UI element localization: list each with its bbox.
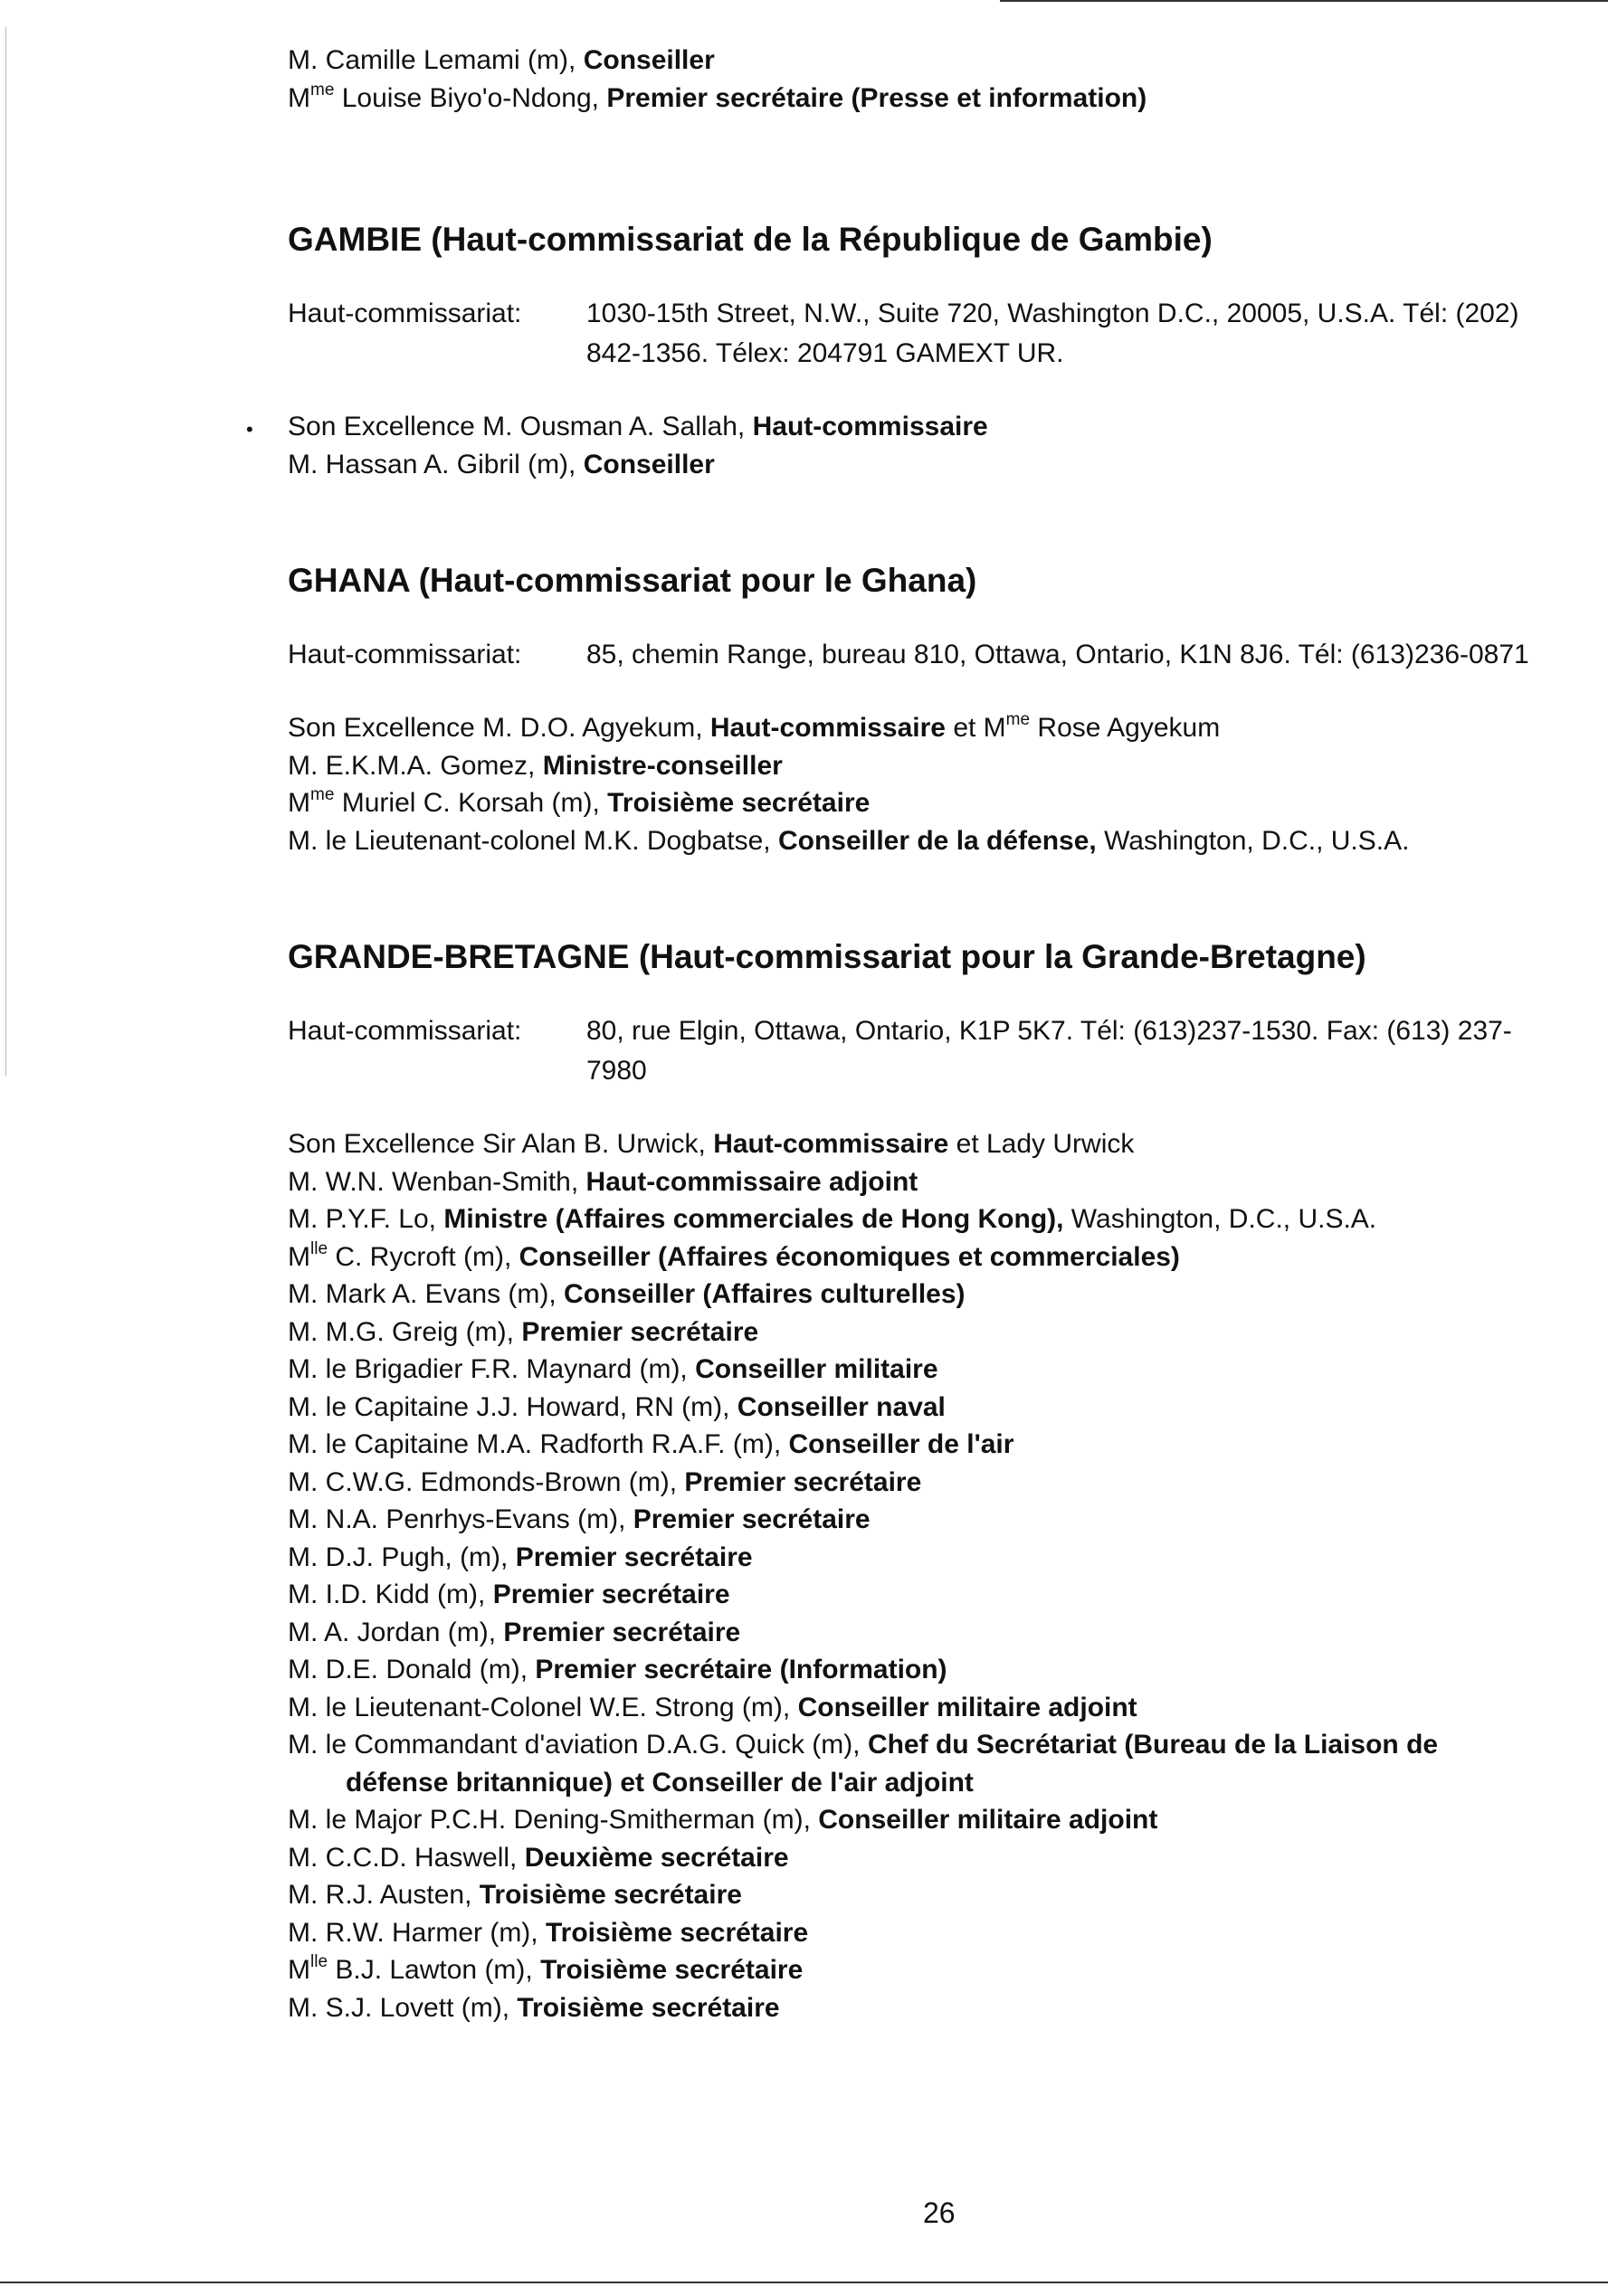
person-entry [288,822,1573,860]
section-heading: GHANA (Haut-commissariat pour le Ghana) [288,562,977,599]
person-note: et M [945,713,1006,743]
person-entry [288,709,1573,747]
person-title: Conseiller de l'air [788,1429,1014,1459]
person-name: M. W.N. Wenban-Smith, [288,1166,586,1197]
person-entry [288,446,1573,484]
person-entry [288,1389,1573,1427]
person-title: Ministre-conseiller [542,750,783,781]
person-entry [288,1539,1573,1577]
person-title: Conseiller militaire adjoint [818,1805,1158,1835]
person-name: M. R.J. Austen, [288,1880,480,1910]
stray-bullet-mark: • [246,418,253,441]
person-name: M. Hassan A. Gibril (m), [288,449,584,479]
person-note: et Lady Urwick [948,1129,1135,1159]
person-entry [288,1314,1573,1352]
person-name: M. C.C.D. Haswell, [288,1842,525,1873]
person-name: Louise Biyo'o-Ndong, [334,82,607,113]
person-entry [288,1614,1573,1652]
people-list [288,1125,1573,2026]
person-title: Troisième secrétaire [517,1992,780,2023]
document-content [288,42,1573,2026]
person-name: M. Mark A. Evans (m), [288,1279,565,1309]
person-name: Son Excellence M. Ousman A. Sallah, [288,412,753,441]
person-title: Conseiller naval [737,1391,946,1422]
person-entry [288,1426,1573,1464]
people-list [288,408,1573,483]
person-name: M. C.W.G. Edmonds-Brown (m), [288,1466,685,1497]
person-name: B.J. Lawton (m), [328,1955,541,1985]
person-title: Haut-commissaire adjoint [585,1166,918,1197]
address-label: Haut-commissariat: [288,299,522,328]
person-title: Premier secrétaire (Information) [535,1655,947,1684]
person-name: Son Excellence M. D.O. Agyekum, [288,713,710,743]
intro-people-list [288,42,1573,117]
address-block [288,635,1573,675]
person-title: Conseiller militaire adjoint [797,1692,1137,1722]
honorific-suffix: me [310,785,335,804]
person-entry [288,1876,1573,1914]
person-title: Haut-commissaire [709,713,946,743]
person-name: M. N.A. Penrhys-Evans (m), [288,1504,633,1534]
person-title: Premier secrétaire [492,1580,730,1609]
person-entry [288,1989,1573,2027]
address-text: 1030-15th Street, N.W., Suite 720, Washington D.C., 20005, U.S.A. Tél: (202) 842-1356. Télex: 204791 GAMEXT UR. [586,299,1519,368]
person-entry [288,1200,1573,1238]
person-entry [288,1576,1573,1614]
honorific-suffix: lle [310,1238,328,1258]
person-title: Chef du Secrétariat (Bureau de la Liaison de [867,1730,1439,1760]
person-title: Conseiller [583,449,715,479]
honorific-suffix: lle [310,1952,328,1971]
person-name: Muriel C. Korsah (m), [334,788,608,818]
person-title-continued [288,1764,1573,1802]
person-title: Conseiller [583,45,715,75]
person-note: Washington, D.C., U.S.A. [1096,825,1410,856]
person-entry [288,408,1573,446]
person-entry [288,1801,1573,1839]
person-title: défense britannique) et Conseiller de l'air adjoint [346,1767,974,1798]
person-name: M. A. Jordan (m), [288,1617,504,1647]
address-label: Haut-commissariat: [288,640,522,669]
person-title: Troisième secrétaire [545,1917,809,1948]
address-label: Haut-commissariat: [288,1016,522,1046]
person-title: Premier secrétaire [503,1617,741,1647]
person-entry [288,1351,1573,1389]
person-entry [288,1689,1573,1727]
person-entry [288,1651,1573,1689]
honorific: M [288,1241,310,1272]
person-title: Premier secrétaire [521,1316,759,1347]
person-name: M. R.W. Harmer (m), [288,1917,546,1948]
person-name: M. le Commandant d'aviation D.A.G. Quick (m), [288,1730,868,1760]
honorific-suffix: me [310,80,335,100]
address-block [288,294,1573,374]
person-name: Son Excellence Sir Alan B. Urwick, [288,1129,714,1159]
person-name: M. le Lieutenant-colonel M.K. Dogbatse, [288,825,778,856]
section-heading: GRANDE-BRETAGNE (Haut-commissariat pour la Grande-Bretagne) [288,938,1366,975]
person-name: M. M.G. Greig (m), [288,1316,522,1347]
honorific: M [288,788,310,818]
person-title: Conseiller (Affaires culturelles) [564,1279,966,1309]
person-name: M. le Capitaine M.A. Radforth R.A.F. (m), [288,1429,789,1459]
person-name: M. Camille Lemami (m), [288,45,584,75]
mission-section [288,218,1573,483]
person-entry [288,1839,1573,1877]
person-title: Premier secrétaire [633,1504,871,1534]
person-entry [288,1464,1573,1502]
person-entry [288,784,1573,822]
page-number: 26 [923,2196,956,2229]
person-entry [288,1726,1573,1764]
person-note: Rose Agyekum [1030,713,1221,743]
person-entry [288,1914,1573,1952]
person-title: Haut-commissaire [713,1129,949,1159]
person-name: M. D.J. Pugh, (m), [288,1542,516,1572]
person-entry [288,1125,1573,1163]
person-entry [288,1238,1573,1276]
top-rule [1000,0,1608,2]
person-name: M. E.K.M.A. Gomez, [288,750,543,781]
person-entry [288,1163,1573,1201]
person-entry [288,747,1573,785]
left-margin-mark [5,27,6,1077]
person-entry [288,42,1573,80]
person-entry [288,1501,1573,1539]
sections-container [288,218,1573,2026]
bottom-rule [0,2282,1608,2283]
person-title: Conseiller (Affaires économiques et commerciales) [519,1241,1180,1272]
people-list [288,709,1573,859]
person-title: Troisième secrétaire [479,1880,742,1910]
person-title: Premier secrétaire [515,1542,753,1572]
address-text: 80, rue Elgin, Ottawa, Ontario, K1P 5K7. Tél: (613)237-1530. Fax: (613) 237-7980 [586,1016,1512,1086]
honorific: M [288,1955,310,1985]
person-title: Premier secrétaire [684,1466,922,1497]
honorific: M [288,82,310,113]
person-entry [288,1951,1573,1989]
person-name: M. le Brigadier F.R. Maynard (m), [288,1354,696,1384]
person-entry [288,1276,1573,1314]
honorific-suffix: me [1005,710,1031,729]
person-name: M. le Major P.C.H. Dening-Smitherman (m), [288,1805,819,1835]
person-title: Haut-commissaire [752,412,988,441]
person-title: Conseiller militaire [695,1354,938,1384]
person-title: Premier secrétaire (Presse et information) [606,82,1147,113]
section-heading: GAMBIE (Haut-commissariat de la République de Gambie) [288,221,1213,258]
person-title: Ministre (Affaires commerciales de Hong Kong), [443,1204,1064,1234]
person-name: M. le Lieutenant-Colonel W.E. Strong (m), [288,1692,798,1722]
address-block [288,1011,1573,1091]
person-title: Troisième secrétaire [607,788,871,818]
person-name: M. I.D. Kidd (m), [288,1580,493,1609]
mission-section [288,559,1573,859]
person-title: Conseiller de la défense, [777,825,1097,856]
person-note: Washington, D.C., U.S.A. [1063,1204,1377,1234]
address-text: 85, chemin Range, bureau 810, Ottawa, Ontario, K1N 8J6. Tél: (613)236-0871 [586,640,1529,669]
mission-section [288,935,1573,2026]
person-name: M. D.E. Donald (m), [288,1655,536,1684]
person-title: Deuxième secrétaire [524,1842,789,1873]
person-name: C. Rycroft (m), [328,1241,519,1272]
person-name: M. le Capitaine J.J. Howard, RN (m), [288,1391,737,1422]
person-entry [288,80,1573,118]
person-name: M. P.Y.F. Lo, [288,1204,444,1234]
person-name: M. S.J. Lovett (m), [288,1992,518,2023]
person-title: Troisième secrétaire [540,1955,804,1985]
